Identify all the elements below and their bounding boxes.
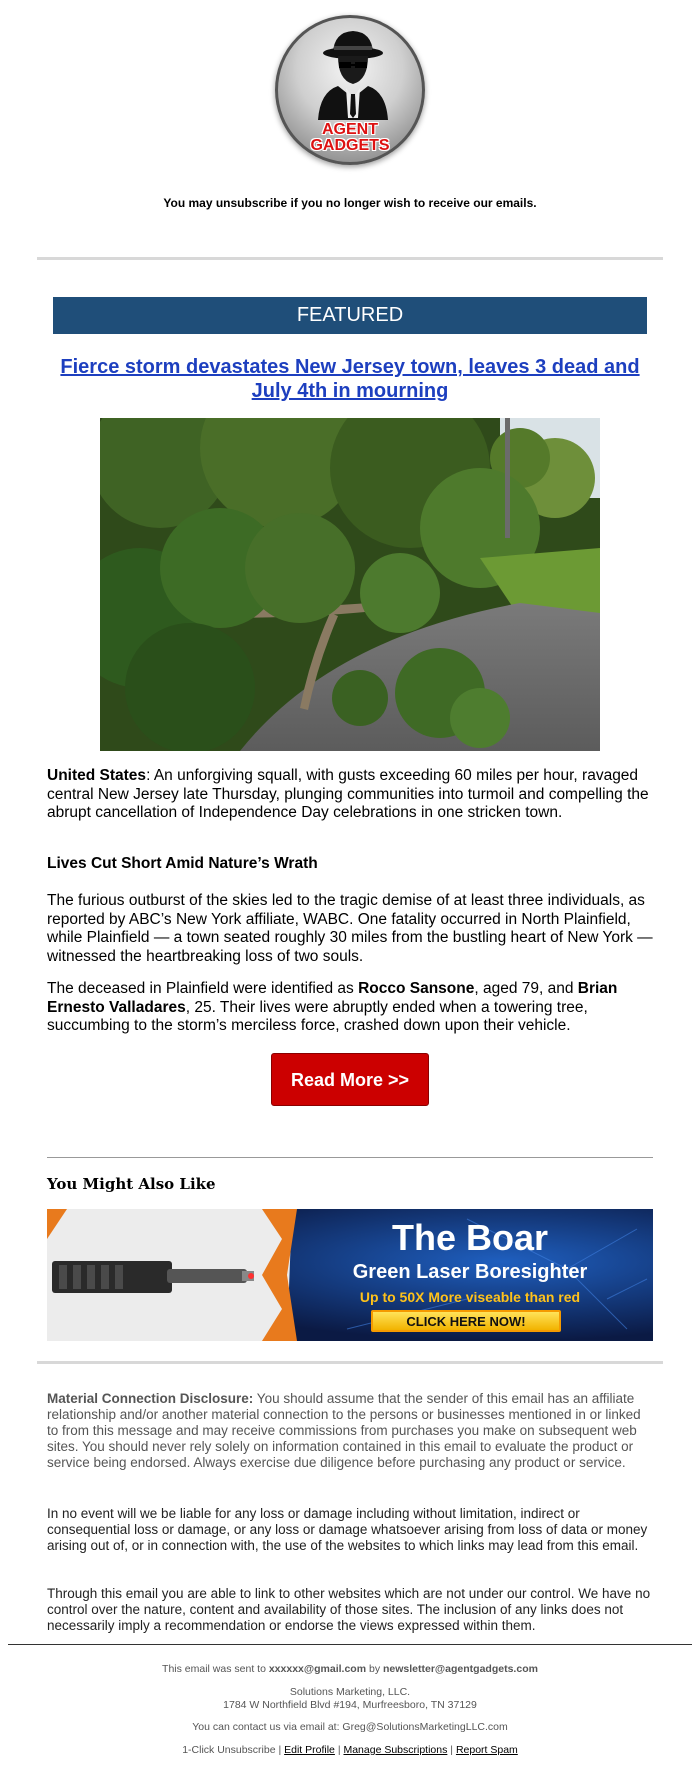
victim-name-1: Rocco Sansone [358,980,475,997]
banner-tagline: Up to 50X More viseable than red [359,1289,581,1305]
banner-subtitle: Green Laser Boresighter [352,1261,588,1283]
article-paragraph-3 [47,980,653,1036]
divider [37,1361,663,1364]
logo-text-gadgets: GADGETS [310,137,390,154]
company-address: 1784 W Northfield Blvd #194, Murfreesboro, TN 37129 [223,1699,477,1711]
divider [8,1644,692,1645]
banner-cta-button[interactable]: CLICK HERE NOW! [371,1310,561,1332]
divider [37,257,663,260]
separator: | [275,1744,285,1756]
recipient-email: xxxxxx@gmail.com [268,1663,367,1675]
disclosure-lead: Material Connection Disclosure: [47,1391,254,1406]
also-like-heading: You Might Also Like [47,1175,216,1193]
article-location: United States [47,767,147,784]
article-intro-text: : An unforgiving squall, with gusts exceeding 60 miles per hour, ravaged central New Jersey late Thursday, plunging communities into turmoil and compelling the abrupt cancellation of Independence Day celebrations in one stricken town. [47,767,649,821]
unsubscribe-notice: You may unsubscribe if you no longer wish to receive our emails. [163,196,537,210]
article-paragraph-intro [47,767,653,823]
footer-links [0,1744,700,1757]
sent-mid: by [366,1663,383,1675]
sent-to-line [0,1663,700,1676]
separator: | [334,1744,344,1756]
liability-disclaimer: In no event will we be liable for any loss or damage including without limitation, indirect or consequential loss or damage, or any loss or damage whatsoever arising from loss of data or money arising out of, or in connection with, the use of the websites to which links may lead from this email. [47,1506,648,1553]
material-connection-disclosure [47,1391,653,1471]
one-click-unsubscribe[interactable]: 1-Click Unsubscribe [182,1744,276,1756]
sent-prefix: This email was sent to [162,1663,269,1675]
featured-headline-link[interactable]: Fierce storm devastates New Jersey town, leaves 3 dead and July 4th in mourning [60,356,640,402]
article-paragraph-2: The furious outburst of the skies led to the tragic demise of at least three individuals, as reported by ABC’s New York affiliate, WABC. One fatality occurred in North Plainfield, while Plainfield — a town seated roughly 30 miles from the bustling heart of New York — witnessed the heartbreaking loss of two souls. [47,892,653,965]
edit-profile-link[interactable]: Edit Profile [284,1744,335,1756]
report-spam-link[interactable]: Report Spam [455,1744,518,1756]
logo-text-agent: AGENT [322,121,378,138]
company-name: Solutions Marketing, LLC. [289,1686,411,1698]
disclosure-text: You should assume that the sender of this email has an affiliate relationship and/or another material connection to the persons or businesses mentioned in or linked to from this message and may receive commissions from purchases you make on subsequent web sites. You should never rely solely on information contained in this email to evaluate the product or service being endorsed. Always exercise due diligence before purchasing any product or service. [47,1391,641,1470]
banner-title: The Boar [391,1217,549,1258]
agent-gadgets-logo[interactable] [275,15,425,165]
article-subheading: Lives Cut Short Amid Nature’s Wrath [47,855,318,872]
article-p3-text-a: The deceased in Plainfield were identified as [47,980,359,997]
read-more-button[interactable]: Read More >> [271,1053,429,1106]
fallen-tree-image [100,418,600,751]
article-p3-text-b: , aged 79, and [474,980,578,997]
storm-damage-photo[interactable] [100,418,600,751]
featured-banner: FEATURED [53,297,647,334]
contact-line: You can contact us via email at: Greg@SolutionsMarketingLLC.com [192,1721,508,1733]
sender-email: newsletter@agentgadgets.com [383,1663,538,1675]
manage-subscriptions-link[interactable]: Manage Subscriptions [343,1744,448,1756]
article-p3-text-c: , 25. Their lives were abruptly ended when a towering tree, succumbing to the storm’s merciless force, crashed down upon their vehicle. [47,998,588,1034]
divider [47,1157,653,1158]
victim-name-2: Brian Ernesto Valladares [47,980,618,1016]
separator: | [447,1744,456,1756]
external-links-disclaimer: Through this email you are able to link to other websites which are not under our control. We have no control over the nature, content and availability of those sites. The inclusion of any links does not necessarily imply a recommendation or endorse the views expressed within them. [47,1586,651,1633]
boar-laser-banner-ad[interactable] [47,1209,653,1341]
